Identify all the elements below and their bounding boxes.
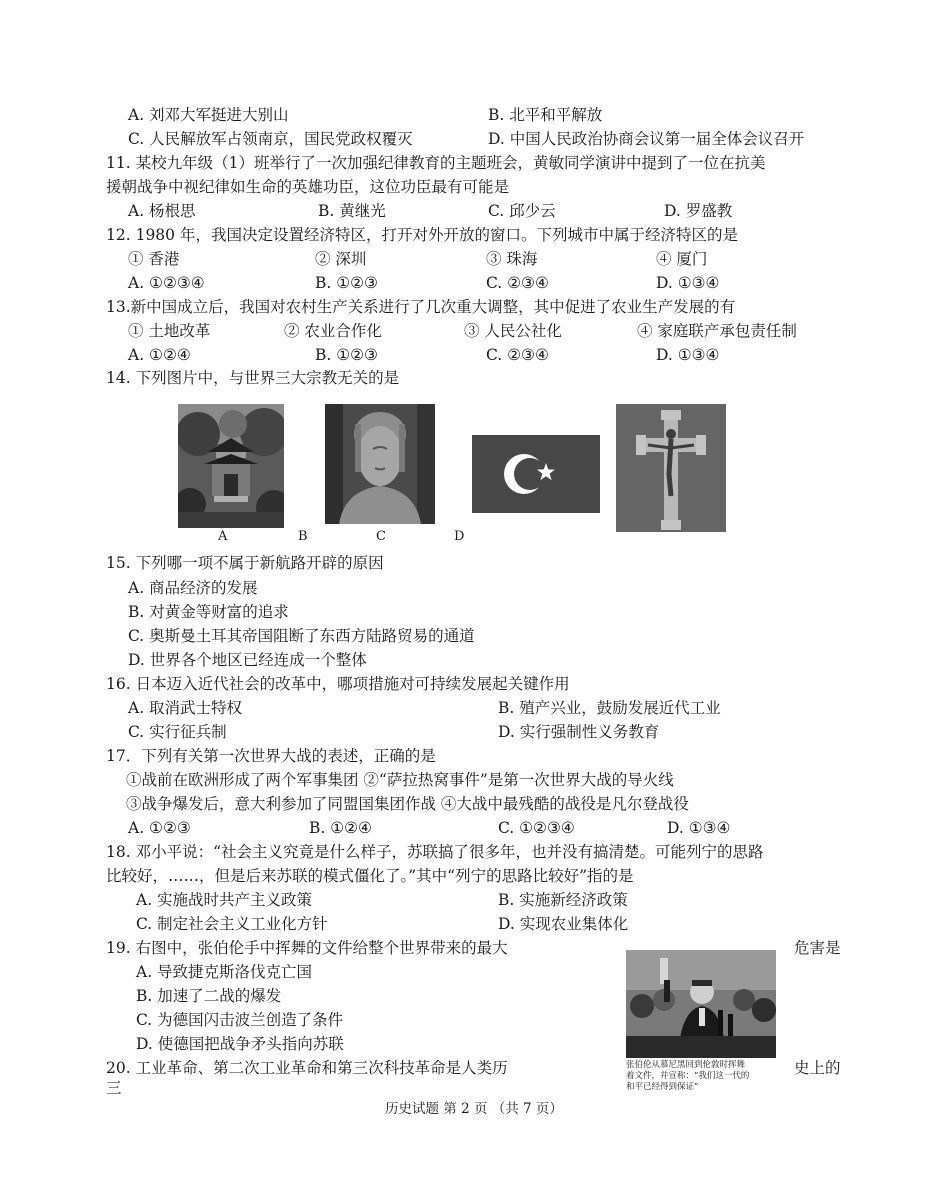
q17-option-b: B. ①②④	[309, 819, 372, 837]
q11-option-b: B. 黄继光	[318, 202, 386, 220]
crucifix-photo	[616, 404, 726, 532]
q12-item-1: ① 香港	[128, 250, 180, 268]
q16-option-b: B. 殖产兴业，鼓励发展近代工业	[498, 699, 721, 717]
q19-stem-end: 危害是	[794, 939, 841, 957]
q16-option-d: D. 实行强制性义务教育	[498, 723, 660, 741]
q14-label-b: B	[298, 529, 308, 544]
q13-stem: 13.新中国成立后，我国对农村生产关系进行了几次重大调整，其中促进了农业生产发展的有	[106, 298, 736, 316]
q12-item-3: ③ 珠海	[486, 250, 538, 268]
buddha-statue-photo	[325, 404, 435, 524]
q12-item-2: ② 深圳	[315, 250, 367, 268]
q13-item-4: ④ 家庭联产承包责任制	[637, 322, 797, 340]
q20-stem: 20. 工业革命、第二次工业革命和第三次科技革命是人类历	[106, 1059, 508, 1077]
q15-option-c: C. 奥斯曼土耳其帝国阻断了东西方陆路贸易的通道	[128, 627, 475, 645]
q10-option-c: C. 人民解放军占领南京，国民党政权覆灭	[128, 130, 413, 148]
q15-stem: 15. 下列哪一项不属于新航路开辟的原因	[106, 554, 384, 572]
q18-option-a: A. 实施战时共产主义政策	[136, 891, 313, 909]
q12-option-d: D. ①③④	[656, 274, 720, 292]
q17-stem: 17．下列有关第一次世界大战的表述，正确的是	[106, 747, 436, 765]
q18-option-c: C. 制定社会主义工业化方针	[136, 915, 328, 933]
q14-stem: 14. 下列图片中，与世界三大宗教无关的是	[106, 369, 400, 387]
q13-item-1: ① 土地改革	[128, 322, 211, 340]
q20-stem-end: 史上的	[794, 1059, 841, 1077]
q12-item-4: ④ 厦门	[656, 250, 708, 268]
q13-item-2: ② 农业合作化	[284, 322, 382, 340]
q15-option-d: D. 世界各个地区已经连成一个整体	[128, 651, 367, 669]
chamberlain-photo	[626, 950, 776, 1058]
q11-option-a: A. 杨根思	[128, 202, 196, 220]
q11-option-d: D. 罗盛教	[664, 202, 733, 220]
q11-option-c: C. 邱少云	[488, 202, 556, 220]
q13-option-b: B. ①②③	[315, 346, 378, 364]
q10-option-a: A. 刘邓大军挺进大别山	[128, 106, 289, 124]
photo-caption-line2: 着文件，并宣称：“我们这一代的	[626, 1071, 750, 1081]
q12-option-c: C. ②③④	[486, 274, 549, 292]
q12-stem: 12. 1980 年，我国决定设置经济特区，打开对外开放的窗口。下列城市中属于经济特区的是	[106, 226, 738, 244]
q18-option-d: D. 实现农业集体化	[498, 915, 629, 933]
q12-option-a: A. ①②③④	[128, 274, 205, 292]
q10-option-b: B. 北平和平解放	[488, 106, 603, 124]
q17-statements-line2: ③战争爆发后，意大利参加了同盟国集团作战 ④大战中最残酷的战役是凡尔登战役	[126, 795, 689, 813]
q20-stem-line2: 三	[106, 1079, 122, 1097]
q15-option-a: A. 商品经济的发展	[128, 579, 258, 597]
q13-option-d: D. ①③④	[656, 346, 720, 364]
q10-option-d: D. 中国人民政治协商会议第一届全体会议召开	[488, 130, 805, 148]
photo-caption-line3: 和平已经得到保证”	[626, 1082, 699, 1092]
q12-option-b: B. ①②③	[315, 274, 378, 292]
q18-stem-line1: 18. 邓小平说：“社会主义究竟是什么样子，苏联搞了很多年，也并没有搞清楚。可能列宁的思路	[106, 843, 764, 861]
q16-option-a: A. 取消武士特权	[128, 699, 243, 717]
q11-stem-line2: 援朝战争中视纪律如生命的英雄功臣，这位功臣最有可能是	[106, 178, 510, 196]
q14-label-a: A	[218, 529, 228, 544]
pavilion-photo	[178, 404, 284, 528]
q17-option-c: C. ①②③④	[498, 819, 575, 837]
q19-option-c: C. 为德国闪击波兰创造了条件	[136, 1011, 344, 1029]
q14-label-c: C	[376, 529, 386, 544]
q17-option-d: D. ①③④	[667, 819, 731, 837]
q18-stem-line2: 比较好，……，但是后来苏联的模式僵化了。”其中“列宁的思路比较好”指的是	[106, 867, 634, 885]
q13-option-a: A. ①②④	[128, 346, 191, 364]
q11-stem-line1: 11. 某校九年级（1）班举行了一次加强纪律教育的主题班会，黄敏同学演讲中提到了一位在抗美	[106, 154, 766, 172]
q16-stem: 16. 日本迈入近代社会的改革中，哪项措施对可持续发展起关键作用	[106, 675, 570, 693]
q19-option-a: A. 导致捷克斯洛伐克亡国	[136, 963, 313, 981]
q13-option-c: C. ②③④	[486, 346, 549, 364]
q19-option-d: D. 使德国把战争矛头指向苏联	[136, 1035, 344, 1053]
q15-option-b: B. 对黄金等财富的追求	[128, 603, 289, 621]
q19-option-b: B. 加速了二战的爆发	[136, 987, 282, 1005]
q19-stem: 19. 右图中，张伯伦手中挥舞的文件给整个世界带来的最大	[106, 939, 508, 957]
q16-option-c: C. 实行征兵制	[128, 723, 227, 741]
page-footer: 历史试题 第 2 页 （共 7 页）	[385, 1101, 563, 1117]
crescent-star-flag	[472, 435, 600, 513]
q17-option-a: A. ①②③	[128, 819, 191, 837]
q13-item-3: ③ 人民公社化	[464, 322, 562, 340]
q14-label-d: D	[454, 529, 465, 544]
q17-statements-line1: ①战前在欧洲形成了两个军事集团 ②“萨拉热窝事件”是第一次世界大战的导火线	[126, 771, 674, 789]
photo-caption-line1: 张伯伦从慕尼黑回到伦敦时挥舞	[626, 1060, 746, 1070]
q18-option-b: B. 实施新经济政策	[498, 891, 628, 909]
